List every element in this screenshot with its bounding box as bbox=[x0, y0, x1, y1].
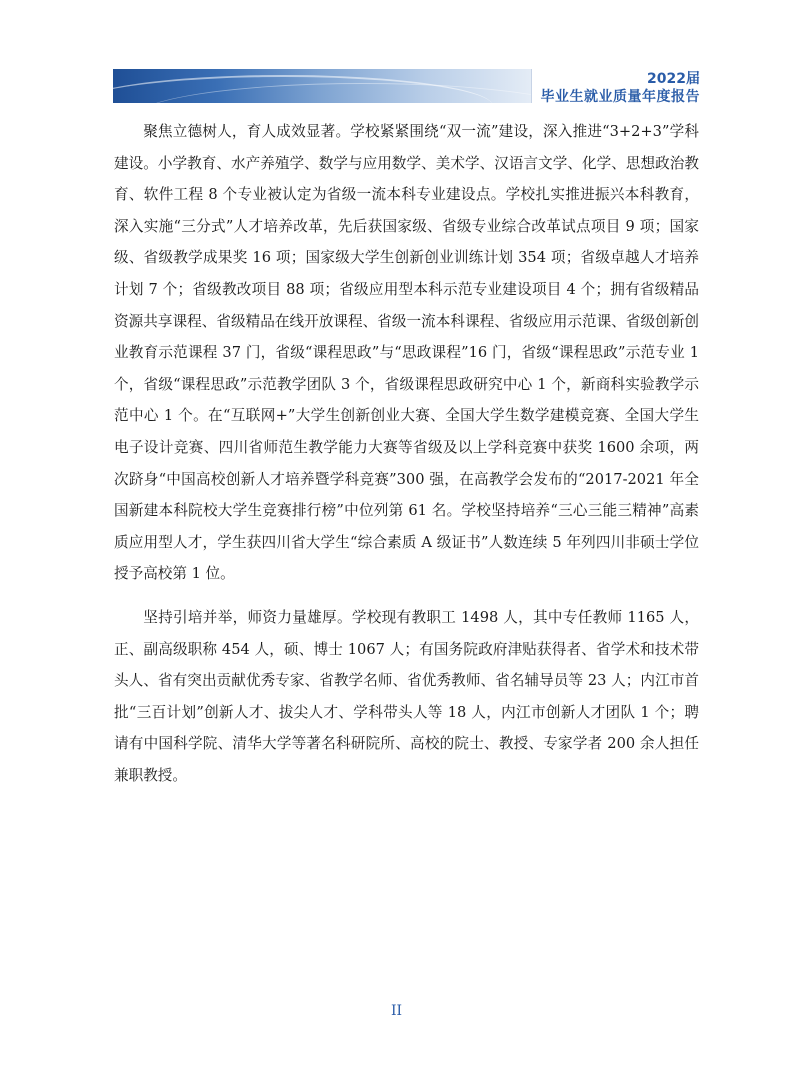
body-paragraph-faculty: 坚持引培并举，师资力量雄厚。学校现有教职工 1498 人，其中专任教师 1165 人，正、副高级职称 454 人，硕、博士 1067 人；有国务院政府津贴获得者、省学术和技术带头人、省有突出贡献优秀专家、省教学名师、省优秀教师、省名辅导员等 23 人；内江市首批“三百计划”创新人才、拔尖人才、学科带头人等 18 人，内江市创新人才团队 1 个；聘请有中国科学院、清华大学等著名科研院所、高校的院士、教授、专家学者 200 余人担任兼职教授。 bbox=[114, 608, 699, 784]
header-decorative-band bbox=[113, 69, 531, 103]
header-year: 2022届 bbox=[647, 71, 700, 87]
header-report-title: 毕业生就业质量年度报告 bbox=[540, 89, 700, 105]
header-divider bbox=[531, 69, 532, 103]
page-number: II bbox=[390, 1003, 403, 1019]
document-body bbox=[114, 116, 699, 803]
body-paragraph-talent-cultivation: 聚焦立德树人，育人成效显著。学校紧紧围绕“双一流”建设，深入推进“3+2+3”学科建设。小学教育、水产养殖学、数学与应用数学、美术学、汉语言文学、化学、思想政治教育、软件工程 8 个专业被认定为省级一流本科专业建设点。学校扎实推进振兴本科教育，深入实施“三分式”人才培养改革，先后获国家级、省级专业综合改革试点项目 9 项；国家级、省级教学成果奖 16 项；国家级大学生创新创业训练计划 354 项；省级卓越人才培养计划 7 个；省级教改项目 88 项；省级应用型本科示范专业建设项目 4 个；拥有省级精品资源共享课程、省级精品在线开放课程、省级一流本科课程、省级应用示范课、省级创新创业教育示范课程 37 门，省级“课程思政”与“思政课程”16 门，省级“课程思政”示范专业 1 个，省级“课程思政”示范教学团队 3 个，省级课程思政研究中心 1 个，新商科实验教学示范中心 1 个。在“互联网+”大学生创新创业大赛、全国大学生数学建模竞赛、全国大学生电子设计竞赛、四川省师范生教学能力大赛等省级及以上学科竞赛中获奖 1600 余项，两次跻身“中国高校创新人才培养暨学科竞赛”300 强，在高教学会发布的“2017-2021 年全国新建本科院校大学生竞赛排行榜”中位列第 61 名。学校坚持培养“三心三能三精神”高素质应用型人才，学生获四川省大学生“综合素质 A 级证书”人数连续 5 年列四川非硕士学位授予高校第 1 位。 bbox=[114, 123, 699, 583]
